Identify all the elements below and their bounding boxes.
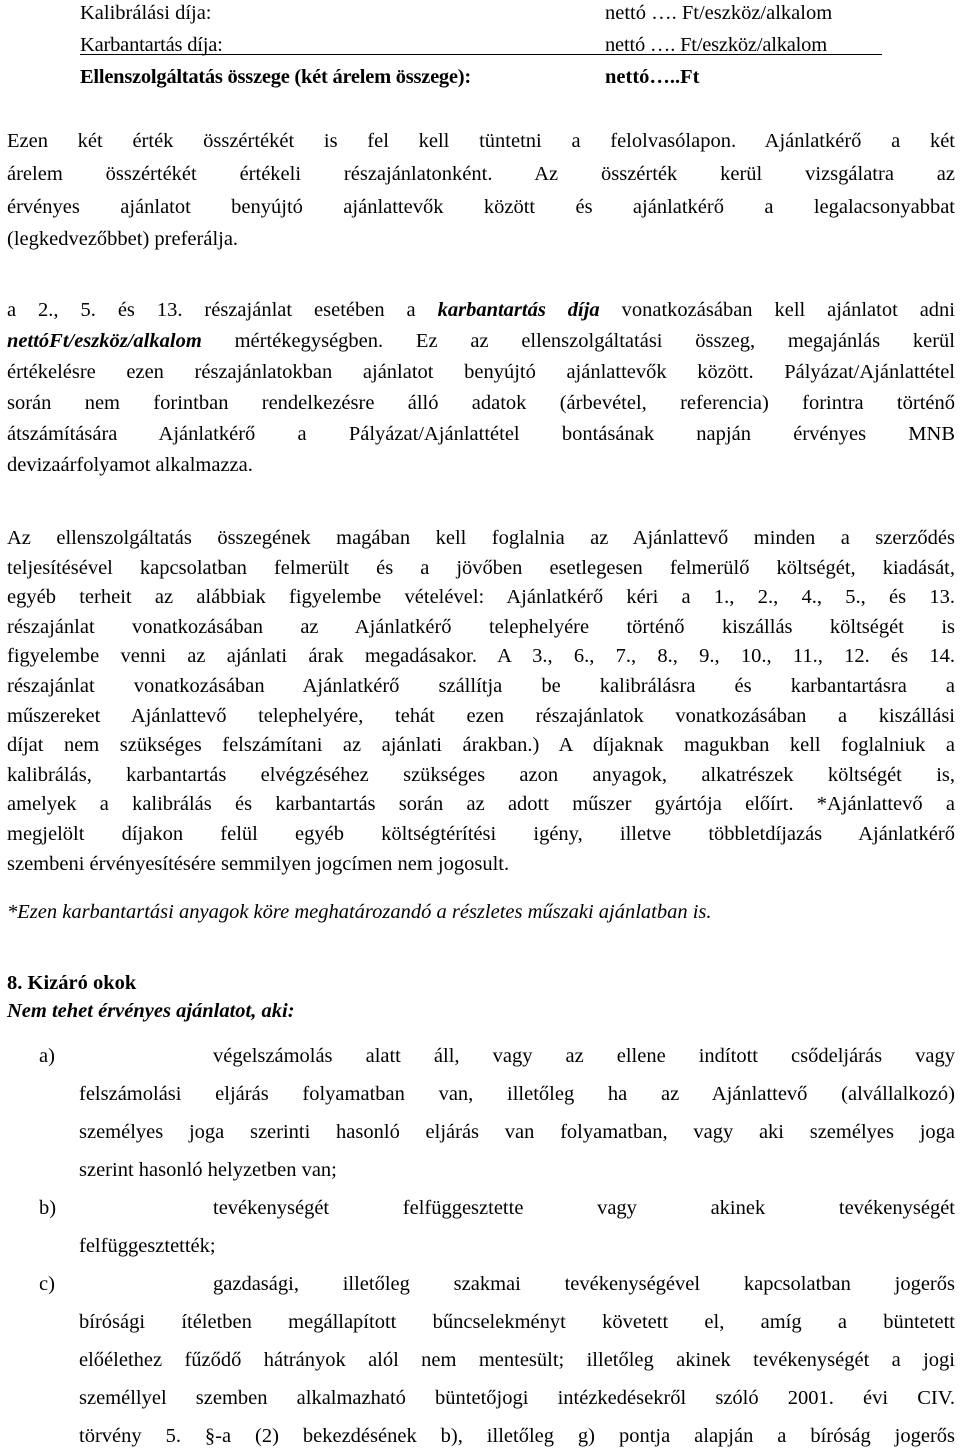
text-line: végelszámolás alatt áll, vagy az ellene indított csődeljárás vagy bbox=[213, 1045, 955, 1067]
emphasis-text: karbantartás díja bbox=[437, 299, 600, 321]
text-line: érvényes ajánlatot benyújtó ajánlattevők között és ajánlatkérő a legalacsonyabbat bbox=[7, 195, 955, 218]
text-line: előélethez fűződő hátrányok alól nem mentesült; illetőleg akinek tevékenységét a jogi bbox=[79, 1349, 955, 1371]
text-line: Ezen két érték összértékét is fel kell tüntetni a felolvasólapon. Ajánlatkérő a két bbox=[7, 130, 955, 152]
price-value: nettó …. Ft/eszköz/alkalom bbox=[605, 34, 827, 56]
list-item-text bbox=[79, 1037, 955, 1189]
price-label: Ellenszolgáltatás összege (két árelem összege): bbox=[80, 66, 471, 88]
list-marker: a) bbox=[39, 1045, 55, 1067]
text-line: részajánlat vonatkozásában Ajánlatkérő szállítja be kalibrálásra és karbantartásra a bbox=[7, 674, 955, 697]
emphasis-text: nettóFt/eszköz/alkalom bbox=[7, 330, 202, 352]
text-line: árelem összértékét értékeli részajánlatonként. Az összérték kerül vizsgálatra az bbox=[7, 162, 955, 185]
text-line: kalibrálás, karbantartás elvégzéséhez szükséges azon anyagok, alkatrészek költségét is, bbox=[7, 763, 955, 786]
text-line: átszámítására Ajánlatkérő a Pályázat/Ajánlattétel bontásának napján érvényes MNB bbox=[7, 423, 955, 445]
text-line: értékelésre ezen részajánlatokban ajánlatot benyújtó ajánlattevők között. Pályázat/Ajánlattétel bbox=[7, 361, 955, 383]
text-line: (legkedvezőbbet) preferálja. bbox=[7, 228, 239, 251]
price-label: Kalibrálási díja: bbox=[80, 2, 212, 24]
text-line: felfüggesztették; bbox=[79, 1235, 216, 1257]
price-row-total bbox=[7, 64, 955, 96]
list-marker: c) bbox=[39, 1273, 55, 1295]
text-line: bírósági ítéletben megállapított bűncselekményt követett el, amíg a büntetett bbox=[79, 1311, 955, 1333]
paragraph-maintenance-fee bbox=[7, 295, 955, 481]
text-line: személyes joga szerinti hasonló eljárás van folyamatban, vagy aki személyes joga bbox=[79, 1121, 955, 1143]
paragraph-consideration bbox=[7, 524, 955, 879]
section-subheading: Nem tehet érvényes ajánlatot, aki: bbox=[7, 1000, 295, 1022]
text-line: Az ellenszolgáltatás összegének magában kell foglalnia az Ajánlattevő minden a szerződés bbox=[7, 527, 955, 549]
price-label: Karbantartás díja: bbox=[80, 34, 223, 56]
underline-divider bbox=[80, 54, 882, 55]
text-line: teljesítésével kapcsolatban felmerült és a jövőben esetlegesen felmerülő költségét, kiadását, bbox=[7, 556, 955, 579]
price-value: nettó…..Ft bbox=[605, 66, 700, 88]
text-run: vonatkozásában kell ajánlatot adni bbox=[599, 299, 956, 321]
list-marker: b) bbox=[39, 1197, 57, 1219]
text-line: műszereket Ajánlattevő telephelyére, tehát ezen részajánlatok vonatkozásában a kiszállási bbox=[7, 704, 955, 727]
text-line: megjelölt díjakon felül egyéb költségtérítési igény, illetve többletdíjazás Ajánlatkérő bbox=[7, 822, 955, 845]
text-line: törvény 5. §-a (2) bekezdésének b), illetőleg g) pontja alapján a bíróság jogerős bbox=[79, 1425, 955, 1447]
footnote-italic: *Ezen karbantartási anyagok köre meghatározandó a részletes műszaki ajánlatban is. bbox=[7, 901, 712, 923]
list-item-text bbox=[79, 1189, 955, 1265]
text-line: egyéb terheit az alábbiak figyelembe vételével: Ajánlatkérő kéri a 1., 2., 4., 5., és 13. bbox=[7, 586, 955, 609]
text-run: a 2., 5. és 13. részajánlat esetében a bbox=[7, 299, 438, 321]
text-line: részajánlat vonatkozásában az Ajánlatkérő telephelyére történő kiszállás költségét is bbox=[7, 615, 955, 638]
text-line: felszámolási eljárás folyamatban van, illetőleg ha az Ajánlattevő (alvállalkozó) bbox=[79, 1083, 955, 1105]
text-line: során nem forintban rendelkezésre álló adatok (árbevétel, referencia) forintra történő bbox=[7, 392, 955, 414]
document-page bbox=[7, 0, 956, 1447]
text-line: gazdasági, illetőleg szakmai tevékenységével kapcsolatban jogerős bbox=[213, 1273, 955, 1295]
text-line bbox=[7, 326, 955, 357]
text-line: szembeni érvényesítésére semmilyen jogcímen nem jogosult. bbox=[7, 852, 510, 875]
text-line: amelyek a kalibrálás és karbantartás során az adott műszer gyártója előírt. *Ajánlattevő a bbox=[7, 793, 955, 816]
text-line: devizaárfolyamot alkalmazza. bbox=[7, 454, 253, 476]
text-line: figyelembe venni az ajánlati árak megadásakor. A 3., 6., 7., 8., 9., 10., 11., 12. és 14. bbox=[7, 645, 955, 668]
text-line: díjat nem szükséges felszámítani az ajánlati árakban.) A díjaknak magukban kell foglalniuk a bbox=[7, 734, 955, 757]
text-run: mértékegységben. Ez az ellenszolgáltatási összeg, megajánlás kerül bbox=[201, 330, 955, 352]
text-line: tevékenységét felfüggesztette vagy akinek tevékenységét bbox=[213, 1197, 955, 1219]
text-line: személlyel szemben alkalmazható büntetőjogi intézkedésekről szóló 2001. évi CIV. bbox=[79, 1387, 955, 1409]
text-line bbox=[7, 295, 955, 326]
section-heading: 8. Kizáró okok bbox=[7, 972, 137, 994]
text-line: szerint hasonló helyzetben van; bbox=[79, 1159, 337, 1181]
price-row-calibration bbox=[7, 0, 955, 32]
price-row-maintenance bbox=[7, 32, 955, 64]
list-item-text bbox=[79, 1265, 955, 1455]
price-value: nettó …. Ft/eszköz/alkalom bbox=[605, 2, 833, 24]
paragraph-total-value bbox=[7, 125, 955, 256]
